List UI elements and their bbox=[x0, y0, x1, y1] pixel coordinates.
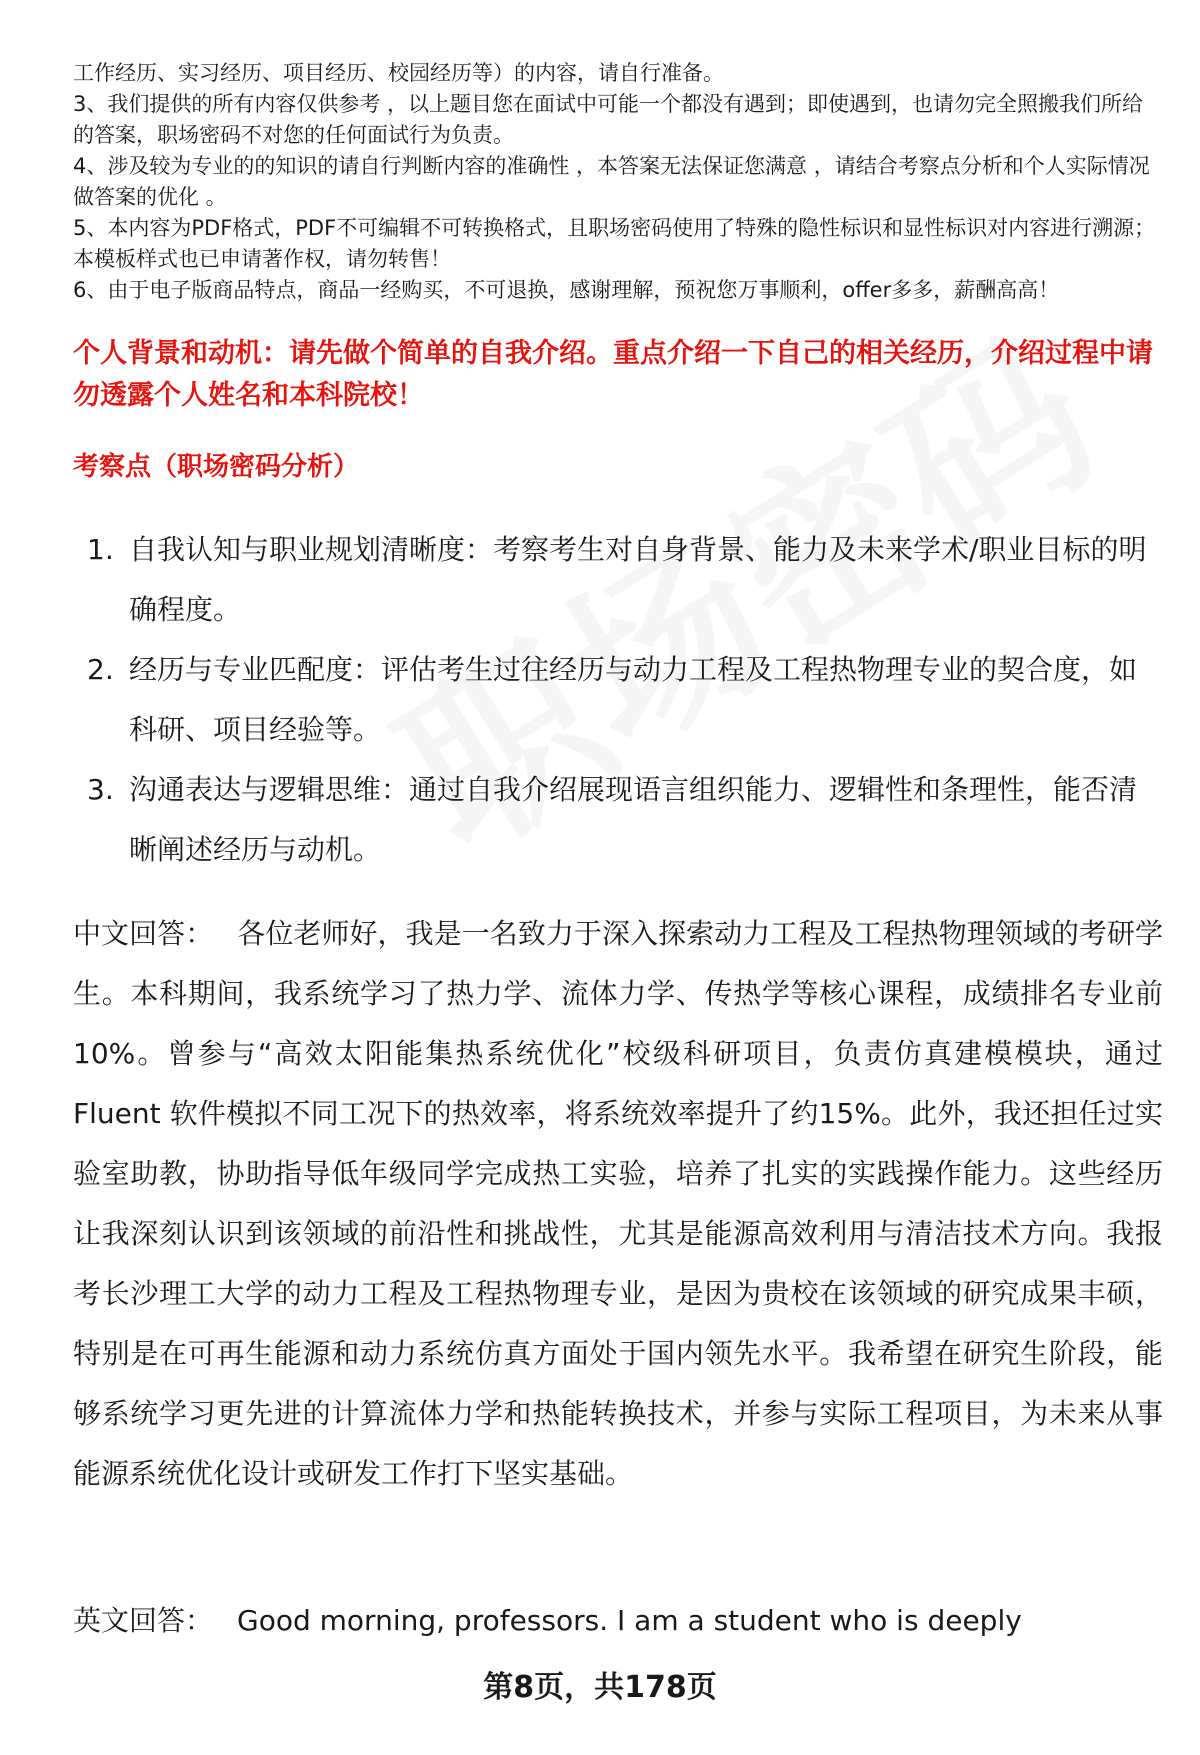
key-points-list bbox=[73, 520, 1163, 880]
key-point-item bbox=[73, 760, 1163, 880]
key-point-text: 自我认知与职业规划清晰度：考察考生对自身背景、能力及未来学术/职业目标的明确程度。 bbox=[129, 533, 1147, 626]
notice-line: 6、由于电子版商品特点，商品一经购买，不可退换，感谢理解，预祝您万事顺利，offer多多，薪酬高高！ bbox=[73, 278, 1060, 302]
notice-list bbox=[73, 58, 1163, 306]
notice-line: 5、本内容为PDF格式，PDF不可编辑不可转换格式，且职场密码使用了特殊的隐性标识和显性标识对内容进行溯源；本模板样式也已申请著作权，请勿转售！ bbox=[73, 216, 1156, 271]
question-heading: 个人背景和动机：请先做个简单的自我介绍。重点介绍一下自己的相关经历，介绍过程中请勿透露个人姓名和本科院校！ bbox=[73, 338, 1153, 411]
answer-chinese bbox=[73, 904, 1163, 1504]
key-point-number: 3. bbox=[87, 773, 114, 806]
key-points-heading: 考察点（职场密码分析） bbox=[73, 452, 360, 482]
page-number: 第8页，共178页 bbox=[483, 1670, 717, 1705]
notice-line: 工作经历、实习经历、项目经历、校园经历等）的内容，请自行准备。 bbox=[73, 61, 724, 85]
answer-chinese-label: 中文回答： bbox=[73, 917, 214, 950]
key-point-number: 1. bbox=[87, 533, 114, 566]
answer-english bbox=[73, 1591, 1163, 1651]
key-point-text: 沟通表达与逻辑思维：通过自我介绍展现语言组织能力、逻辑性和条理性，能否清晰阐述经历与动机。 bbox=[129, 773, 1138, 866]
answer-english-label: 英文回答： bbox=[73, 1604, 214, 1637]
key-point-item bbox=[73, 520, 1163, 640]
key-point-item bbox=[73, 640, 1163, 760]
key-point-text: 经历与专业匹配度：评估考生过往经历与动力工程及工程热物理专业的契合度，如科研、项目经验等。 bbox=[129, 653, 1138, 746]
notice-line: 3、我们提供的所有内容仅供参考 ，以上题目您在面试中可能一个都没有遇到；即使遇到，也请勿完全照搬我们所给的答案，职场密码不对您的任何面试行为负责。 bbox=[73, 92, 1144, 147]
answer-chinese-text: 各位老师好，我是一名致力于深入探索动力工程及工程热物理领域的考研学生。本科期间，我系统学习了热力学、流体力学、传热学等核心课程，成绩排名专业前10%。曾参与“高效太阳能集热系统优化”校级科研项目，负责仿真建模模块，通过 Fluent 软件模拟不同工况下的热效率，将系统效率提升了约15%。此外，我还担任过实验室助教，协助指导低年级同学完成热工实验，培养了扎实的实践操作能力。这些经历让我深刻认识到该领域的前沿性和挑战性，尤其是能源高效利用与清洁技术方向。我报考长沙理工大学的动力工程及工程热物理专业，是因为贵校在该领域的研究成果丰硕，特别是在可再生能源和动力系统仿真方面处于国内领先水平。我希望在研究生阶段，能够系统学习更先进的计算流体力学和热能转换技术，并参与实际工程项目，为未来从事能源系统优化设计或研发工作打下坚实基础。 bbox=[73, 917, 1163, 1490]
answer-english-text: Good morning, professors. I am a student who is deeply bbox=[237, 1604, 1022, 1637]
key-point-number: 2. bbox=[87, 653, 114, 686]
notice-line: 4、涉及较为专业的的知识的请自行判断内容的准确性 ，本答案无法保证您满意 ，请结合考察点分析和个人实际情况做答案的优化 。 bbox=[73, 154, 1150, 209]
